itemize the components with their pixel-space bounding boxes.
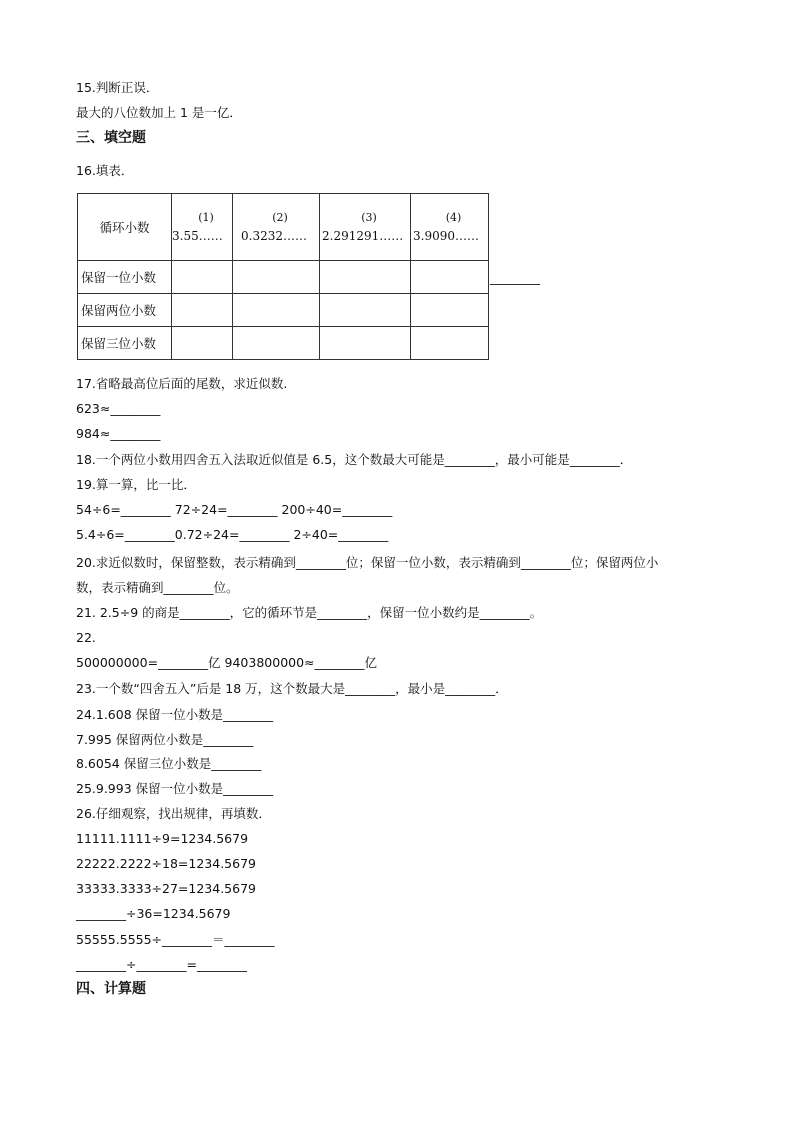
col-1-val: 3.55…… — [172, 229, 223, 243]
q24-line-1: 24.1.608 保留一位小数是________ — [76, 707, 274, 722]
q22-title: 22. — [76, 630, 96, 645]
col-4-num: (4) — [445, 211, 462, 224]
col-3-val: 2.291291…… — [322, 229, 404, 243]
answer-cell[interactable] — [320, 327, 411, 360]
section-3-heading: 三、填空题 — [76, 130, 146, 146]
col-2-num: (2) — [272, 211, 288, 224]
q25-text: 25.9.993 保留一位小数是________ — [76, 781, 274, 796]
q18-text: 18.一个两位小数用四舍五入法取近似值是 6.5，这个数最大可能是________，最小可能是________． — [76, 452, 633, 467]
q19-line-1: 54÷6=________ 72÷24=________ 200÷40=________ — [76, 502, 393, 517]
q15-title: 15.判断正误． — [76, 80, 159, 95]
row-3-label: 保留三位小数 — [78, 327, 172, 360]
q22-line: 500000000=________亿 9403800000≈________亿 — [76, 655, 378, 670]
answer-cell[interactable] — [172, 261, 233, 294]
answer-cell[interactable] — [320, 261, 411, 294]
q19-title: 19.算一算，比一比． — [76, 477, 196, 492]
q20-line-2: 数，表示精确到________位。 — [76, 580, 239, 595]
col-1-num: (1) — [198, 211, 214, 224]
header-label-cell: 循环小数 — [78, 194, 172, 261]
q26-line-2: 22222.2222÷18=1234.5679 — [76, 856, 256, 871]
col-4-val: 3.9090…… — [413, 229, 479, 243]
q26-title: 26.仔细观察，找出规律，再填数． — [76, 806, 271, 821]
q24-line-3: 8.6054 保留三位小数是________ — [76, 756, 262, 771]
table-row — [78, 294, 489, 327]
q21-text: 21. 2.5÷9 的商是________，它的循环节是________，保留一位小数约是________。 — [76, 605, 543, 620]
q20-line-1: 20.求近似数时，保留整数，表示精确到________位；保留一位小数，表示精确到________位；保留两位小 — [76, 555, 659, 570]
answer-cell[interactable] — [172, 327, 233, 360]
answer-cell[interactable] — [411, 327, 489, 360]
table-row — [78, 327, 489, 360]
answer-cell[interactable] — [233, 294, 320, 327]
answer-cell[interactable] — [172, 294, 233, 327]
q16-table — [77, 193, 489, 360]
q16-answer-blank[interactable]: ________ — [490, 270, 540, 285]
q17-line-2: 984≈________ — [76, 426, 161, 441]
table-row — [78, 261, 489, 294]
q26-line-5: 55555.5555÷________＝________ — [76, 932, 275, 947]
col-2-val: 0.3232…… — [241, 229, 307, 243]
q23-text: 23.一个数“四舍五入”后是 18 万，这个数最大是________，最小是________． — [76, 681, 508, 696]
section-4-heading: 四、计算题 — [76, 981, 146, 997]
q26-line-1: 11111.1111÷9=1234.5679 — [76, 831, 249, 846]
table-header-row — [78, 194, 489, 261]
answer-cell[interactable] — [411, 294, 489, 327]
col-3-header — [320, 194, 411, 261]
q26-line-4: ________÷36=1234.5679 — [76, 906, 231, 921]
answer-cell[interactable] — [233, 261, 320, 294]
q16-title: 16.填表． — [76, 163, 134, 178]
answer-cell[interactable] — [320, 294, 411, 327]
row-2-label: 保留两位小数 — [78, 294, 172, 327]
q24-line-2: 7.995 保留两位小数是________ — [76, 732, 254, 747]
col-3-num: (3) — [361, 211, 377, 224]
q17-line-1: 623≈________ — [76, 401, 161, 416]
q15-statement: 最大的八位数加上 1 是一亿． — [76, 105, 242, 120]
answer-cell[interactable] — [233, 327, 320, 360]
q26-line-3: 33333.3333÷27=1234.5679 — [76, 881, 256, 896]
answer-cell[interactable] — [411, 261, 489, 294]
q17-title: 17.省略最高位后面的尾数，求近似数. — [76, 376, 288, 391]
row-1-label: 保留一位小数 — [78, 261, 172, 294]
col-1-header — [172, 194, 233, 261]
col-2-header — [233, 194, 320, 261]
q26-line-6: ________÷________=________ — [76, 957, 247, 972]
q19-line-2: 5.4÷6=________0.72÷24=________ 2÷40=________ — [76, 527, 389, 542]
col-4-header — [411, 194, 489, 261]
